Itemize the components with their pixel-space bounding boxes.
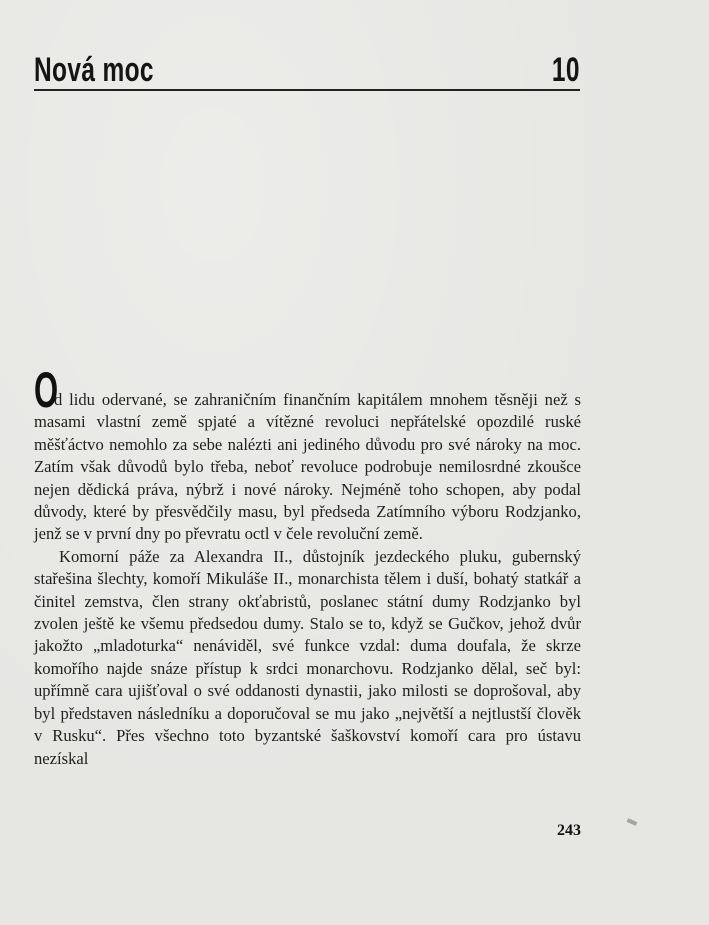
paragraph-1: [34, 362, 581, 546]
body-text: [34, 362, 581, 770]
drop-cap: O: [34, 362, 59, 418]
chapter-title: Nová moc: [34, 51, 154, 89]
page-number: 243: [557, 822, 581, 839]
scan-mark: [627, 818, 638, 826]
paragraph-2: Komorní páže za Alexandra II., důstojník jezdeckého pluku, gubernský stařešina šlechty, komoří Mikuláše II., monarchista tělem i duší, bohatý statkář a činitel zemstva, člen strany okťabristů, poslanec státní dumy Rodzjanko byl zvolen ještě ke všemu předsedou dumy. Stalo se to, když se Gučkov, jehož dvůr jakožto „mladoturka“ nenáviděl, své funkce vzdal: duma doufala, že skrze komořího najde snáze přístup k srdci monarchovu. Rodzjanko dělal, seč byl: upřímně cara ujišťoval o své oddanosti dynastii, jako milosti se doprošoval, aby byl představen následníku a doporučoval se mu jako „největší a nejtlustší člověk v Rusku“. Přes všechno toto byzantské šaškovství komoří cara pro ústavu nezískal: [34, 546, 581, 768]
header-rule: [34, 89, 580, 91]
chapter-header: [34, 44, 580, 90]
chapter-number: 10: [552, 51, 580, 89]
paragraph-1-text: d lidu odervané, se zahraničním finančním kapitálem mnohem těsněji než s masami vlastní země spjaté a vítězné revoluci nepřátelské opozdilé ruské měšťáctvo nemohlo za sebe nalézti ani jediného důvodu pro své nároky na moc. Zatím však důvodů bylo třeba, neboť revoluce podrobuje nemilosrdné zkoušce nejen dědická práva, nýbrž i nové nároky. Nejméně toho schopen, aby podal důvody, které by přesvědčily masu, byl předseda Zatímního výboru Rodzjanko, jenž se v první dny po převratu octl v čele revoluční země.: [34, 390, 581, 544]
